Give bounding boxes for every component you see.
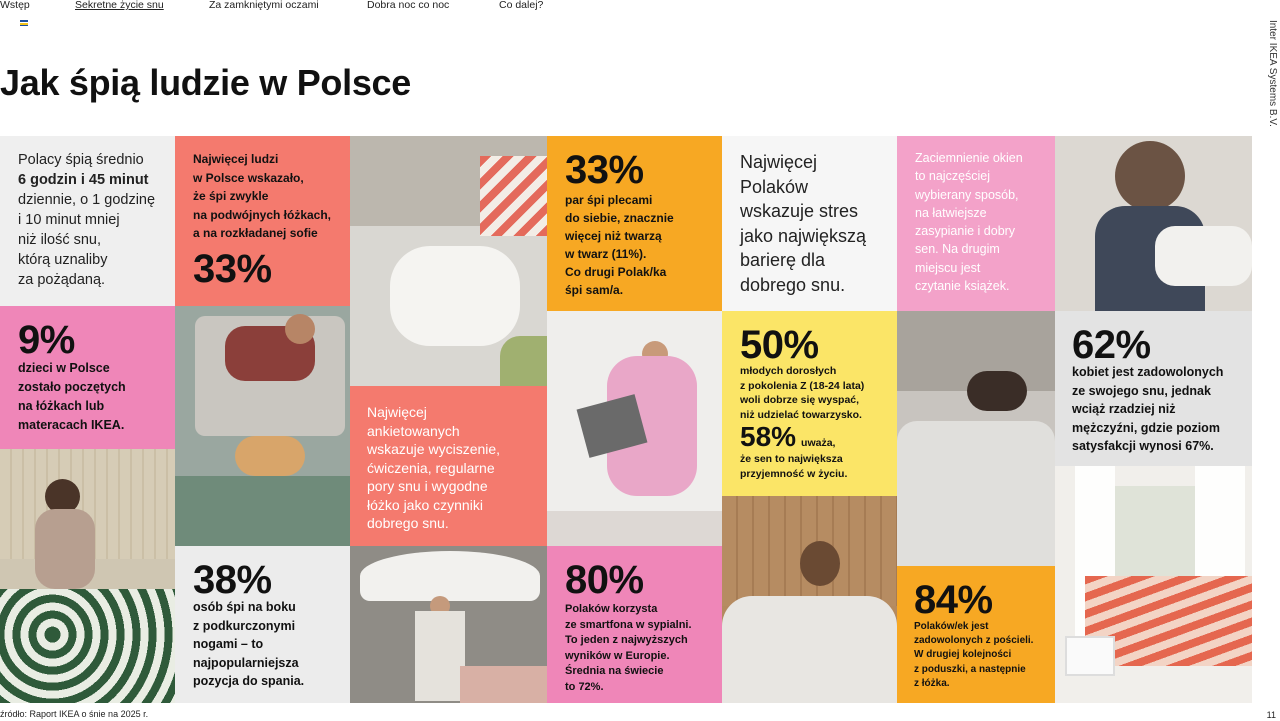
text-line: na podwójnych łóżkach, (193, 207, 332, 222)
text-line: To jeden z najwyższych (565, 634, 688, 646)
text-line: Polaków korzysta (565, 603, 658, 615)
photo-bedroom-curtains (1055, 466, 1252, 703)
text-line: osób śpi na boku (193, 600, 296, 614)
text-line: to 72%. (565, 680, 604, 693)
text-line: a na rozkładanej sofie (193, 226, 318, 240)
text-line: zadowolonych z pościeli. (914, 635, 1034, 647)
text-line: więcej niż twarzą (565, 229, 662, 243)
text-line: młodych dorosłych (740, 365, 837, 377)
menu-icon[interactable] (20, 20, 28, 26)
stat-value: 33% (565, 148, 644, 192)
tile-smartphone (547, 546, 722, 703)
photo-pillow (350, 136, 547, 386)
text-line: Najwięcej (367, 404, 427, 420)
text-line: którą uznaliby (18, 252, 108, 268)
tile-bedding (897, 566, 1055, 703)
text-line: z poduszki, a następnie (914, 663, 1026, 675)
copyright-label: Inter IKEA Systems B.V. (1267, 20, 1278, 127)
tile-sleep-factors (350, 386, 547, 546)
stat-value: 9% (18, 318, 75, 362)
nav-item-secret-life-of-sleep[interactable]: Sekretne życie snu (75, 0, 164, 11)
text-line: ze smartfona w sypialni. (565, 618, 692, 631)
text-line: ankietowanych (367, 422, 460, 439)
text-line: dzieci w Polsce (18, 361, 110, 375)
photo-pink-duvet (547, 311, 722, 546)
text-line: ćwiczenia, regularne (367, 459, 495, 476)
text-line: Zaciemnienie okien (915, 151, 1023, 165)
text-line: Najwięcej (740, 152, 818, 172)
text-line: śpi sam/a. (565, 283, 624, 297)
stat-value: 80% (565, 558, 644, 602)
text-line: że śpi zwykle (193, 189, 269, 203)
text-line: miejscu jest (915, 260, 981, 275)
text-line: wciąż rzadziej niż (1072, 402, 1176, 416)
text-line: że sen to największa (740, 453, 843, 465)
text-line: 6 godzin i 45 minut (18, 172, 149, 188)
stat-value: 38% (193, 558, 272, 602)
text-line: woli dobrze się wyspać, (740, 394, 860, 406)
text-line: kobiet jest zadowolonych (1072, 365, 1224, 379)
text-line: mężczyźni, gdzie poziom (1072, 420, 1220, 435)
text-line: dobrego snu. (367, 515, 449, 531)
text-line: i 10 minut mniej (18, 212, 120, 228)
text-line: materacach IKEA. (18, 418, 125, 432)
text-line: niż udzielać towarzysko. (740, 408, 862, 421)
text-line: Polaków (740, 176, 809, 197)
text-line: jako największą (740, 225, 867, 246)
stat-value: 50% (740, 323, 819, 367)
text-line: z pokolenia Z (18-24 lata) (740, 379, 865, 392)
photo-woman-in-bed (897, 311, 1055, 566)
tile-satisfied-women (1055, 311, 1252, 466)
nav-item-eyes-closed[interactable]: Za zamkniętymi oczami (209, 0, 319, 11)
text-line: w twarz (11%). (565, 247, 647, 261)
source-footnote: źródło: Raport IKEA o śnie na 2025 r. (0, 709, 149, 719)
photo-woman-waking (722, 496, 897, 703)
tile-average-sleep (0, 136, 175, 306)
text-line: par śpi plecami (565, 193, 653, 207)
text-line: zasypianie i dobry (915, 224, 1016, 239)
text-line: czytanie książek. (915, 279, 1010, 294)
text-line: przyjemność w życiu. (740, 467, 848, 480)
text-line: na łatwiejsze (915, 205, 987, 220)
text-line: Co drugi Polak/ka (565, 265, 667, 279)
photo-woman-making-bed (350, 546, 547, 703)
text-line: wybierany sposób, (915, 187, 1019, 202)
tile-conceived (0, 306, 175, 449)
text-line: uważa, (801, 437, 836, 449)
nav-item-intro[interactable]: Wstęp (0, 0, 30, 11)
text-line: satysfakcji wynosi 67%. (1072, 439, 1214, 453)
photo-woman-pillow (1055, 136, 1252, 311)
tile-back-to-back (547, 136, 722, 311)
photo-man-sleeping (175, 306, 350, 546)
stat-value-secondary: 58% (740, 421, 797, 452)
text-line: Polacy śpią średnio (18, 152, 144, 168)
stat-value: 84% (914, 578, 993, 622)
text-line: za pożądaną. (18, 272, 106, 288)
nav-item-whats-next[interactable]: Co dalej? (499, 0, 544, 11)
text-line: Polaków/ek jest (914, 621, 989, 632)
stat-value: 62% (1072, 323, 1151, 367)
text-line: ze swojego snu, jednak (1072, 383, 1211, 398)
text-line: zostało poczętych (18, 380, 126, 394)
text-line: dziennie, o 1 godzinę (18, 192, 156, 208)
text-line: Najwięcej ludzi (193, 152, 279, 166)
text-line: pory snu i wygodne (367, 478, 488, 494)
text-line: pozycja do spania. (193, 674, 305, 688)
tile-gen-z (722, 311, 897, 496)
text-line: barierę dla (740, 250, 826, 270)
nav-item-good-night[interactable]: Dobra noc co noc (367, 0, 450, 11)
tile-stress (722, 136, 897, 311)
tile-window-darkening (897, 136, 1055, 311)
text-line: wskazuje wyciszenie, (367, 441, 501, 457)
text-line: najpopularniejsza (193, 655, 299, 670)
text-line: nogami – to (193, 637, 264, 651)
tile-side-sleeping (175, 546, 350, 703)
text-line: to najczęściej (915, 169, 991, 184)
text-line: W drugiej kolejności (914, 649, 1012, 661)
text-line: w Polsce wskazało, (193, 170, 304, 185)
stat-value: 33% (193, 247, 272, 291)
text-line: z łóżka. (914, 677, 950, 689)
tile-double-beds (175, 136, 350, 306)
page-title: Jak śpią ludzie w Polsce (0, 62, 411, 103)
text-line: łóżko jako czynniki (367, 496, 483, 513)
text-line: wyników w Europie. (565, 649, 670, 662)
text-line: z podkurczonymi (193, 618, 296, 633)
text-line: na łóżkach lub (18, 399, 105, 413)
text-line: dobrego snu. (740, 274, 846, 295)
page-number: 11 (1266, 710, 1276, 720)
text-line: niż ilość snu, (18, 232, 102, 248)
text-line: wskazuje stres (740, 201, 859, 221)
text-line: Średnia na świecie (565, 665, 664, 677)
photo-girl-bedroom (0, 449, 175, 703)
text-line: do siebie, znacznie (565, 211, 674, 225)
text-line: sen. Na drugim (915, 242, 1000, 257)
